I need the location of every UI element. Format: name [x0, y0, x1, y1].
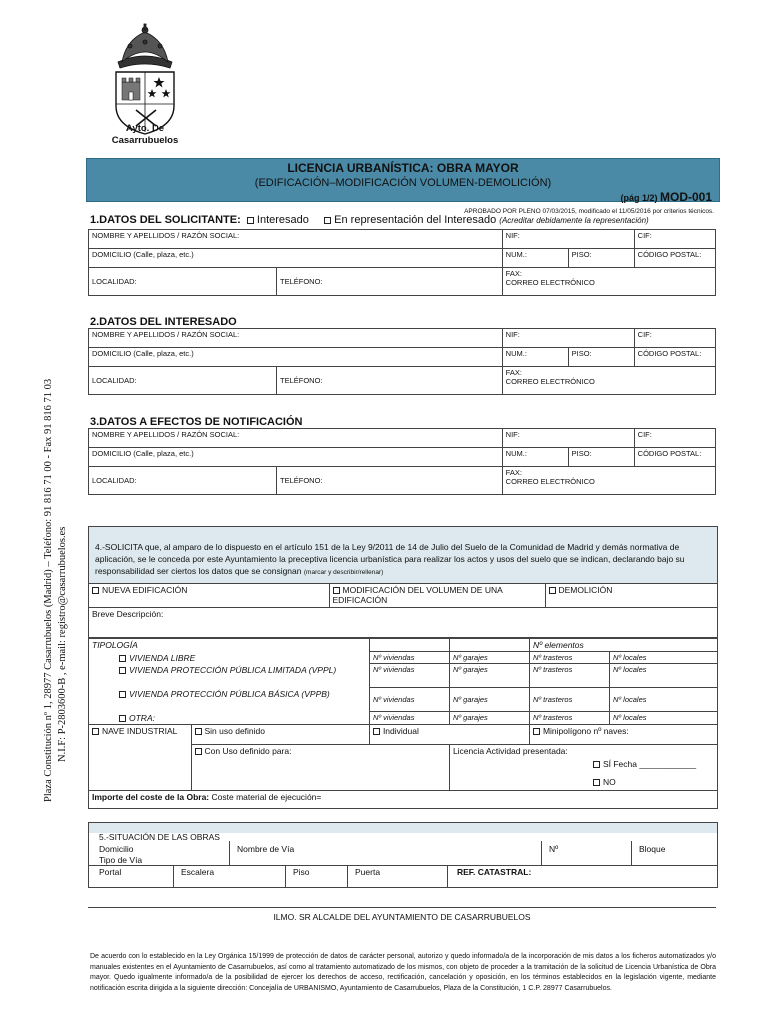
solicitante-table [88, 229, 716, 296]
trasteros-count[interactable]: Nº trasteros [529, 712, 609, 725]
domicilio-field[interactable]: DOMICILIO (Calle, plaza, etc.) [89, 348, 503, 367]
num-field[interactable]: NUM.: [502, 448, 568, 467]
tipo-via-label[interactable]: Tipo de Vía [99, 855, 143, 865]
bloque-label[interactable]: Bloque [639, 844, 666, 854]
si-fecha-option[interactable]: SÍ Fecha ____________ [453, 759, 714, 769]
locales-count[interactable]: Nº locales [609, 712, 717, 725]
trasteros-count[interactable]: Nº trasteros [529, 652, 609, 664]
piso-field[interactable]: PISO: [568, 448, 634, 467]
nombre-field[interactable]: NOMBRE Y APELLIDOS / RAZÓN SOCIAL: [89, 329, 503, 348]
trasteros-count[interactable]: Nº trasteros [529, 688, 609, 712]
domicilio-field[interactable]: DOMICILIO (Calle, plaza, etc.) [89, 249, 503, 268]
localidad-field[interactable]: LOCALIDAD: [89, 268, 277, 296]
domicilio-field[interactable]: DOMICILIO (Calle, plaza, etc.) [89, 448, 503, 467]
notificacion-table [88, 428, 716, 495]
tipologia-header: TIPOLOGÍA [89, 639, 369, 652]
garajes-count[interactable]: Nº garajes [449, 664, 529, 688]
situacion-section [88, 822, 718, 888]
no-checkbox[interactable] [593, 779, 600, 786]
trasteros-count[interactable]: Nº trasteros [529, 664, 609, 688]
vivienda-libre-option[interactable]: VIVIENDA LIBRE [89, 652, 369, 664]
vppb-checkbox[interactable] [119, 691, 126, 698]
sin-uso-option[interactable]: Sin uso definido [191, 724, 369, 744]
nif-field[interactable]: NIF: [502, 230, 634, 249]
demolicion-checkbox[interactable] [549, 587, 556, 594]
vppl-option[interactable]: VIVIENDA PROTECCIÓN PÚBLICA LIMITADA (VPPL) [89, 664, 369, 688]
domicilio-label[interactable]: Domicilio [99, 844, 134, 854]
telefono-field[interactable]: TELÉFONO: [277, 268, 503, 296]
section-notificacion-title: 3.DATOS A EFECTOS DE NOTIFICACIÓN [90, 416, 303, 428]
sidebar-nif-line: N.I.F: P-2803600-B , e-mail: registro@casarrubuelos.es [57, 526, 68, 762]
nombre-via-label[interactable]: Nombre de Vía [237, 844, 295, 854]
fax-correo-field[interactable]: FAX: CORREO ELECTRÓNICO [502, 467, 715, 495]
individual-option[interactable]: Individual [369, 724, 529, 744]
localidad-field[interactable]: LOCALIDAD: [89, 467, 277, 495]
garajes-count[interactable]: Nº garajes [449, 688, 529, 712]
vivienda-libre-checkbox[interactable] [119, 655, 126, 662]
cif-field[interactable]: CIF: [634, 230, 715, 249]
otra-option[interactable]: OTRA: [89, 712, 369, 725]
breve-descripcion-field[interactable]: Breve Descripción: [89, 608, 717, 638]
garajes-count[interactable]: Nº garajes [449, 652, 529, 664]
legal-notice: De acuerdo con lo establecido en la Ley Orgánica 15/1999 de protección de datos de carácter personal, autorizo y quedo informado/a de la incorporación de mis datos a los ficheros automatizados y/o manuales existentes en el Ayuntamiento de Casarrubuelos, así como al tratamiento automatizado de los mismos, con objeto de proceder a la tramitación de la solicitud de Licencia Urbanística de Obra mayor. Quedo igualmente informado/a de la posibilidad de ejercer los derechos de acceso, rectificación, cancelación y oposición, en los términos establecidos en la legislación vigente, mediante notificación escrita dirigida a la siguiente dirección: Concejalía de URBANISMO, Ayuntamiento de Casarrubuelos, Plaza de la Constitución, 1 C.P. 28977 Casarrubuelos. [90, 953, 716, 992]
locales-count[interactable]: Nº locales [609, 664, 717, 688]
form-title: LICENCIA URBANÍSTICA: OBRA MAYOR [287, 161, 519, 175]
nueva-edificacion-option[interactable]: NUEVA EDIFICACIÓN [89, 584, 329, 608]
nueva-checkbox[interactable] [92, 587, 99, 594]
con-uso-option[interactable]: Con Uso definido para: [191, 744, 449, 790]
cif-field[interactable]: CIF: [634, 429, 715, 448]
nif-field[interactable]: NIF: [502, 429, 634, 448]
viviendas-count[interactable]: Nº viviendas [369, 712, 449, 725]
num-field[interactable]: NUM.: [502, 249, 568, 268]
fax-correo-field[interactable]: FAX: CORREO ELECTRÓNICO [502, 268, 715, 296]
representacion-checkbox[interactable] [324, 217, 331, 224]
form-subtitle: (EDIFICACIÓN–MODIFICACIÓN VOLUMEN-DEMOLICIÓN) [254, 177, 552, 189]
tipologia-table [89, 638, 717, 808]
piso-field[interactable]: PISO: [568, 348, 634, 367]
nave-checkbox[interactable] [92, 728, 99, 735]
sin-uso-checkbox[interactable] [195, 728, 202, 735]
demolicion-option[interactable]: DEMOLICIÓN [545, 584, 717, 608]
si-checkbox[interactable] [593, 761, 600, 768]
logo-name: Ayto. De Casarrubuelos [111, 123, 179, 146]
divider [88, 907, 716, 908]
vppb-option[interactable]: VIVIENDA PROTECCIÓN PÚBLICA BÁSICA (VPPB) [89, 688, 369, 712]
section-solicitante-title: 1.DATOS DEL SOLICITANTE: Interesado En representación del Interesado (Acreditar debidamente la representación) [90, 214, 649, 226]
numero-label[interactable]: Nº [549, 844, 559, 854]
escalera-label[interactable]: Escalera [181, 867, 215, 877]
section-interesado-title: 2.DATOS DEL INTERESADO [90, 316, 237, 328]
vppl-checkbox[interactable] [119, 667, 126, 674]
otra-checkbox[interactable] [119, 715, 126, 722]
garajes-count[interactable]: Nº garajes [449, 712, 529, 725]
nave-industrial-option[interactable]: NAVE INDUSTRIAL [89, 724, 191, 790]
minipoligono-checkbox[interactable] [533, 728, 540, 735]
addressee: ILMO. SR ALCALDE DEL AYUNTAMIENTO DE CASARRUBUELOS [273, 912, 531, 922]
interesado-table [88, 328, 716, 395]
localidad-field[interactable]: LOCALIDAD: [89, 367, 277, 395]
form-page-code [400, 190, 712, 204]
page-number: (pág 1/2) [620, 193, 658, 203]
aprobado-note: APROBADO POR PLENO 07/03/2015, modificado el 11/05/2016 por criterios técnicos. [464, 208, 714, 215]
piso-label[interactable]: Piso [293, 867, 310, 877]
nif-field[interactable]: NIF: [502, 329, 634, 348]
num-field[interactable]: NUM.: [502, 348, 568, 367]
viviendas-count[interactable]: Nº viviendas [369, 652, 449, 664]
modificacion-checkbox[interactable] [333, 587, 340, 594]
nombre-field[interactable]: NOMBRE Y APELLIDOS / RAZÓN SOCIAL: [89, 230, 503, 249]
licencia-actividad: Licencia Actividad presentada: SÍ Fecha ____________ NO [449, 744, 717, 790]
ref-catastral-label[interactable]: REF. CATASTRAL: [457, 867, 532, 877]
situacion-title: 5.-SITUACIÓN DE LAS OBRAS [99, 832, 220, 842]
fax-correo-field[interactable]: FAX: CORREO ELECTRÓNICO [502, 367, 715, 395]
con-uso-checkbox[interactable] [195, 748, 202, 755]
cp-field[interactable]: CÓDIGO POSTAL: [634, 249, 715, 268]
form-code: MOD-001 [659, 190, 712, 204]
modificacion-option[interactable]: MODIFICACIÓN DEL VOLUMEN DE UNA EDIFICACIÓN [329, 584, 545, 608]
cp-field[interactable]: CÓDIGO POSTAL: [634, 448, 715, 467]
telefono-field[interactable]: TELÉFONO: [277, 467, 503, 495]
solicita-section [88, 526, 718, 809]
nombre-field[interactable]: NOMBRE Y APELLIDOS / RAZÓN SOCIAL: [89, 429, 503, 448]
telefono-field[interactable]: TELÉFONO: [277, 367, 503, 395]
viviendas-count[interactable]: Nº viviendas [369, 688, 449, 712]
elementos-header: Nº elementos [529, 639, 717, 652]
portal-label[interactable]: Portal [99, 867, 122, 877]
individual-checkbox[interactable] [373, 728, 380, 735]
minipoligono-option[interactable]: Minipolígono nº naves: [529, 724, 717, 744]
obra-type-table [89, 583, 717, 638]
cif-field[interactable]: CIF: [634, 329, 715, 348]
viviendas-count[interactable]: Nº viviendas [369, 664, 449, 688]
cp-field[interactable]: CÓDIGO POSTAL: [634, 348, 715, 367]
sidebar-address [42, 372, 72, 802]
locales-count[interactable]: Nº locales [609, 688, 717, 712]
no-option[interactable]: NO [453, 777, 714, 787]
sidebar-address-line: Plaza Constitución nº 1, 28977 Casarrubuelos (Madrid) – Teléfono: 91 816 71 00 - Fax 91 816 71 03 [43, 378, 54, 802]
puerta-label[interactable]: Puerta [355, 867, 381, 877]
locales-count[interactable]: Nº locales [609, 652, 717, 664]
importe-field[interactable]: Importe del coste de la Obra: Coste material de ejecución= [89, 790, 717, 808]
piso-field[interactable]: PISO: [568, 249, 634, 268]
solicita-text: 4.-SOLICITA que, al amparo de lo dispuesto en el artículo 151 de la Ley 9/2011 de 14 de Julio del Suelo de la Comunidad de Madrid y demás normativa de aplicación, se le conceda por este Ayuntamiento la preceptiva licencia urbanística para realizar los actos y usos del suelo que se indican, declarando bajo su responsabilidad ser ciertos los datos que se consignan (marcar y describir/rellenar) [89, 527, 717, 583]
interesado-checkbox[interactable] [247, 217, 254, 224]
